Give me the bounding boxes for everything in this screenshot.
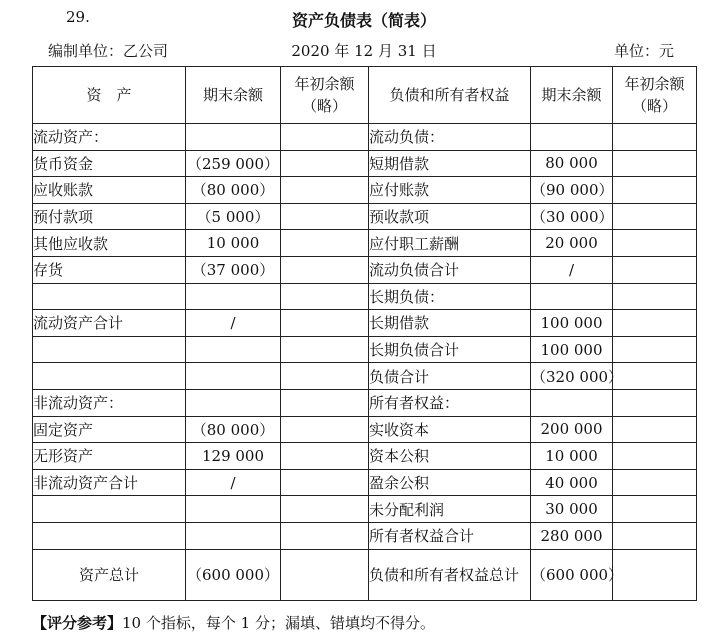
- scoring-note: [32, 612, 435, 633]
- liability-end-value: 200 000: [531, 416, 613, 443]
- asset-begin-value: [281, 416, 369, 443]
- liability-begin-value: [613, 496, 697, 523]
- liability-label: 未分配利润: [369, 496, 531, 523]
- table-row: [33, 496, 697, 523]
- liability-begin-value: [613, 203, 697, 230]
- asset-end-value: 129 000: [186, 443, 281, 470]
- liability-begin-value: [613, 443, 697, 470]
- asset-label: 存货: [33, 256, 186, 283]
- liability-label: 流动负债合计: [369, 256, 531, 283]
- scoring-note-text: 10 个指标，每个 1 分；漏填、错填均不得分。: [122, 614, 435, 632]
- liability-end-value: （320 000）: [531, 363, 613, 390]
- asset-end-value: 10 000: [186, 230, 281, 257]
- asset-end-value: （80 000）: [186, 416, 281, 443]
- table-row: [33, 363, 697, 390]
- table-row: [33, 389, 697, 416]
- table-row: [33, 469, 697, 496]
- liability-end-value: 80 000: [531, 150, 613, 177]
- liability-label: 资本公积: [369, 443, 531, 470]
- asset-begin-value: [281, 124, 369, 151]
- liability-label: 长期借款: [369, 310, 531, 337]
- liability-total-label: 负债和所有者权益总计: [369, 549, 531, 600]
- asset-begin-value: [281, 549, 369, 600]
- asset-label: 非流动资产：: [33, 389, 186, 416]
- asset-begin-value: [281, 283, 369, 310]
- asset-label: [33, 363, 186, 390]
- asset-label: 非流动资产合计: [33, 469, 186, 496]
- liability-label: 预收款项: [369, 203, 531, 230]
- liability-end-value: 100 000: [531, 310, 613, 337]
- table-row: [33, 177, 697, 204]
- liability-begin-value: [613, 283, 697, 310]
- asset-total-value: （600 000）: [186, 549, 281, 600]
- asset-begin-value: [281, 389, 369, 416]
- asset-label: 应收账款: [33, 177, 186, 204]
- asset-begin-value: [281, 522, 369, 549]
- liability-end-value: [531, 283, 613, 310]
- liability-begin-value: [613, 230, 697, 257]
- liability-begin-value: [613, 549, 697, 600]
- liability-label: 流动负债：: [369, 124, 531, 151]
- asset-begin-value: [281, 230, 369, 257]
- liability-end-value: 100 000: [531, 336, 613, 363]
- asset-label: 固定资产: [33, 416, 186, 443]
- asset-end-value: （259 000）: [186, 150, 281, 177]
- table-header-row: [33, 67, 697, 124]
- header-end-balance-2: 期末余额: [531, 67, 613, 124]
- asset-label: 无形资产: [33, 443, 186, 470]
- asset-label: 流动资产合计: [33, 310, 186, 337]
- asset-begin-value: [281, 177, 369, 204]
- table-row: [33, 336, 697, 363]
- liability-begin-value: [613, 522, 697, 549]
- header-begin-balance-2: 年初余额（略）: [613, 67, 697, 124]
- asset-begin-value: [281, 256, 369, 283]
- report-date: 2020 年 12 月 31 日: [291, 42, 437, 60]
- table-row: [33, 230, 697, 257]
- liability-begin-value: [613, 389, 697, 416]
- table-row: [33, 283, 697, 310]
- table-row-total: [33, 549, 697, 600]
- asset-end-value: [186, 496, 281, 523]
- table-row: [33, 310, 697, 337]
- asset-begin-value: [281, 496, 369, 523]
- header-assets: 资 产: [33, 67, 186, 124]
- company-label: 编制单位：乙公司: [48, 42, 169, 60]
- balance-sheet-table: [32, 66, 697, 601]
- asset-label: [33, 283, 186, 310]
- table-row: [33, 416, 697, 443]
- page-title: 资产负债表（简表）: [291, 11, 436, 30]
- liability-end-value: 40 000: [531, 469, 613, 496]
- asset-label: 其他应收款: [33, 230, 186, 257]
- table-row: [33, 124, 697, 151]
- liability-label: 实收资本: [369, 416, 531, 443]
- asset-begin-value: [281, 203, 369, 230]
- asset-label: [33, 522, 186, 549]
- liability-label: 应付职工薪酬: [369, 230, 531, 257]
- table-row: [33, 443, 697, 470]
- liability-end-value: （30 000）: [531, 203, 613, 230]
- liability-end-value: 10 000: [531, 443, 613, 470]
- asset-label: 货币资金: [33, 150, 186, 177]
- liability-label: 短期借款: [369, 150, 531, 177]
- asset-begin-value: [281, 150, 369, 177]
- liability-end-value: 280 000: [531, 522, 613, 549]
- liability-begin-value: [613, 336, 697, 363]
- liability-begin-value: [613, 124, 697, 151]
- liability-end-value: 30 000: [531, 496, 613, 523]
- question-number: 29.: [66, 8, 90, 26]
- asset-begin-value: [281, 363, 369, 390]
- liability-label: 所有者权益：: [369, 389, 531, 416]
- asset-end-value: [186, 124, 281, 151]
- asset-end-value: （37 000）: [186, 256, 281, 283]
- liability-label: 长期负债：: [369, 283, 531, 310]
- unit-label: 单位：元: [613, 42, 674, 60]
- table-row: [33, 150, 697, 177]
- asset-end-value: （80 000）: [186, 177, 281, 204]
- liability-label: 长期负债合计: [369, 336, 531, 363]
- asset-end-value: [186, 336, 281, 363]
- liability-label: 所有者权益合计: [369, 522, 531, 549]
- asset-end-value: /: [186, 310, 281, 337]
- liability-label: 盈余公积: [369, 469, 531, 496]
- asset-begin-value: [281, 336, 369, 363]
- table-row: [33, 203, 697, 230]
- asset-label: [33, 336, 186, 363]
- asset-end-value: [186, 363, 281, 390]
- header-begin-balance: 年初余额（略）: [281, 67, 369, 124]
- asset-end-value: [186, 522, 281, 549]
- liability-label: 负债合计: [369, 363, 531, 390]
- liability-begin-value: [613, 310, 697, 337]
- liability-end-value: （90 000）: [531, 177, 613, 204]
- table-row: [33, 522, 697, 549]
- asset-begin-value: [281, 443, 369, 470]
- liability-total-value: （600 000）: [531, 549, 613, 600]
- liability-begin-value: [613, 469, 697, 496]
- liability-begin-value: [613, 256, 697, 283]
- asset-end-value: [186, 389, 281, 416]
- liability-label: 应付账款: [369, 177, 531, 204]
- asset-label: 流动资产：: [33, 124, 186, 151]
- liability-end-value: [531, 124, 613, 151]
- asset-end-value: （5 000）: [186, 203, 281, 230]
- asset-begin-value: [281, 469, 369, 496]
- header-end-balance: 期末余额: [186, 67, 281, 124]
- liability-begin-value: [613, 363, 697, 390]
- asset-end-value: [186, 283, 281, 310]
- asset-end-value: /: [186, 469, 281, 496]
- liability-end-value: [531, 389, 613, 416]
- header-liabilities-equity: 负债和所有者权益: [369, 67, 531, 124]
- liability-end-value: 20 000: [531, 230, 613, 257]
- liability-begin-value: [613, 177, 697, 204]
- liability-begin-value: [613, 150, 697, 177]
- liability-end-value: /: [531, 256, 613, 283]
- asset-total-label: 资产总计: [33, 549, 186, 600]
- asset-label: 预付款项: [33, 203, 186, 230]
- asset-label: [33, 496, 186, 523]
- asset-begin-value: [281, 310, 369, 337]
- table-row: [33, 256, 697, 283]
- liability-begin-value: [613, 416, 697, 443]
- scoring-note-label: 【评分参考】: [32, 614, 123, 632]
